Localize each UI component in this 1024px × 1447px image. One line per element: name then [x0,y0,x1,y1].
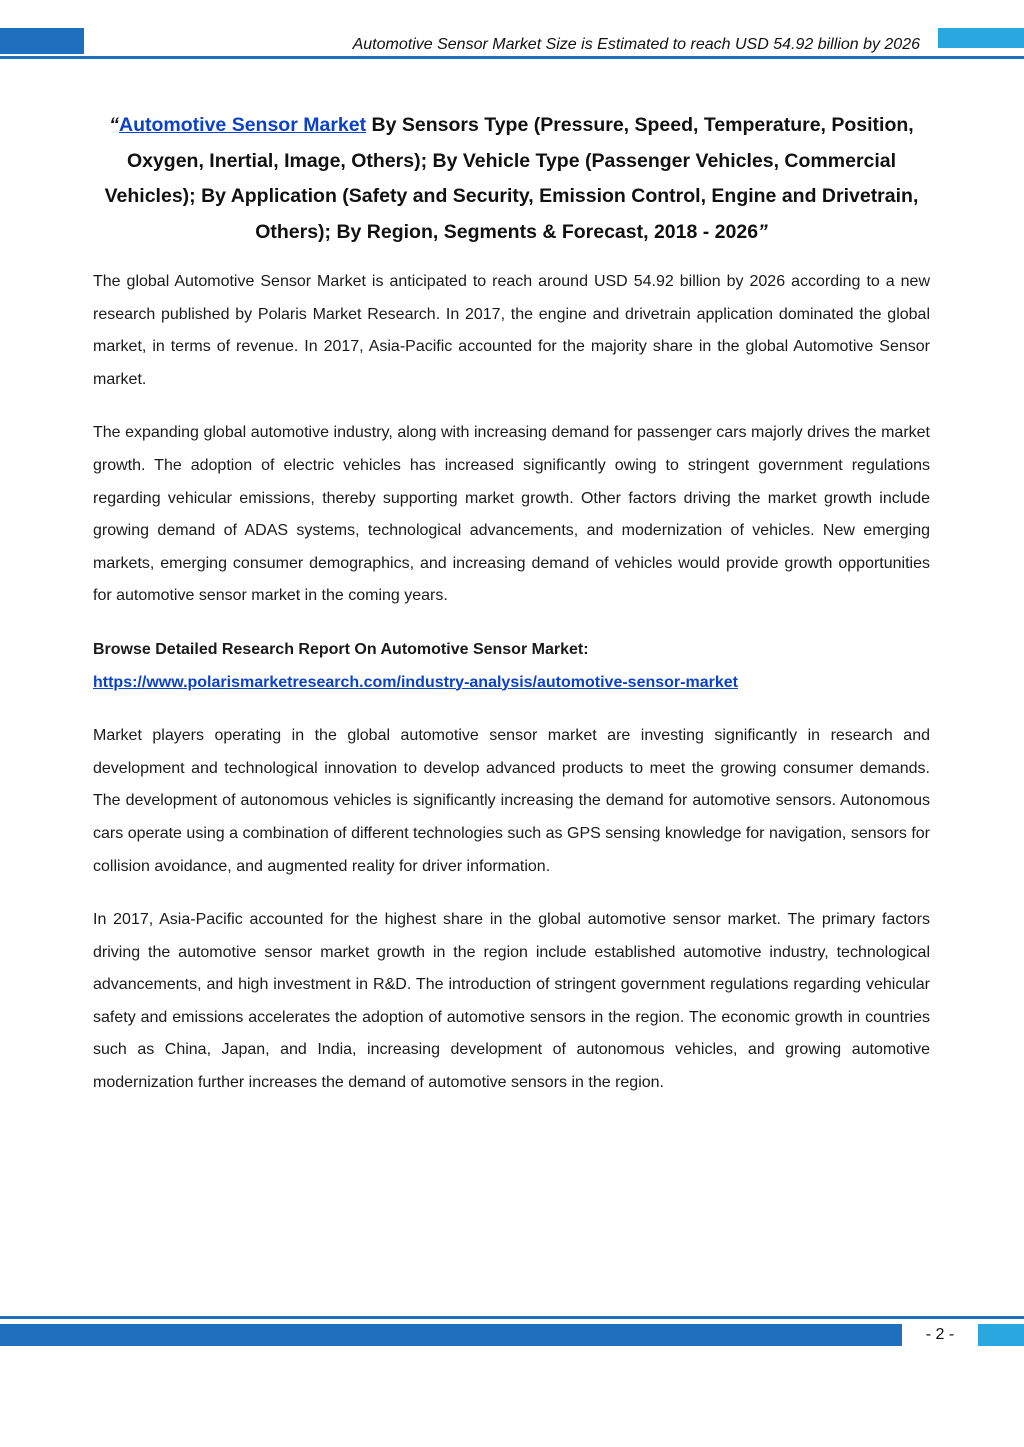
headline-market-link[interactable]: Automotive Sensor Market [119,114,367,136]
headline-close-quote: ” [758,220,768,243]
paragraph-drivers: The expanding global automotive industry, along with increasing demand for passenger cars majorly drives the market growth. The adoption of electric vehicles has increased significantly owing to stringent government regulations regarding vehicular emissions, thereby supporting market growth. Other factors driving the market growth include growing demand of ADAS systems, technological advancements, and modernization of vehicles. New emerging markets, emerging consumer demographics, and increasing demand of vehicles would provide growth opportunities for automotive sensor market in the coming years. [93,424,930,605]
headline-open-quote: “ [109,114,120,136]
paragraph-intro: The global Automotive Sensor Market is anticipated to reach around USD 54.92 billion by 2026 according to a new research published by Polaris Market Research. In 2017, the engine and drivetrain application dominated the global market, in terms of revenue. In 2017, Asia-Pacific accounted for the majority share in the global Automotive Sensor market. [93,273,930,388]
footer-accent-right [978,1324,1024,1346]
header-accent-right [938,28,1024,48]
footer-rule [0,1316,1024,1319]
report-url-link[interactable]: https://www.polarismarketresearch.com/industry-analysis/automotive-sensor-market [93,673,738,691]
page-number: - 2 - [925,1326,955,1343]
running-header-title: Automotive Sensor Market Size is Estimated to reach USD 54.92 billion by 2026 [352,36,920,53]
page-content [93,108,930,1121]
browse-report-block [93,634,930,699]
browse-report-label: Browse Detailed Research Report On Automotive Sensor Market: [93,640,589,658]
footer-accent-left [0,1324,902,1346]
header-rule [0,56,1024,59]
header-accent-left [0,28,84,54]
report-headline [93,108,930,250]
paragraph-market-players: Market players operating in the global automotive sensor market are investing significantly in research and development and technological innovation to develop advanced products to meet the growing consumer demands. The development of autonomous vehicles is significantly increasing the demand for automotive sensors. Autonomous cars operate using a combination of different technologies such as GPS sensing knowledge for navigation, sensors for collision avoidance, and augmented reality for driver information. [93,727,930,875]
headline-text: By Sensors Type (Pressure, Speed, Temperature, Position, Oxygen, Inertial, Image, Others); By Vehicle Type (Passenger Vehicles, Commercial Vehicles); By Application (Safety and Security, Emission Control, Engine and Drivetrain, Others); By Region, Segments & Forecast, 2018 - 2026 [104,114,919,243]
paragraph-asia-pacific: In 2017, Asia-Pacific accounted for the highest share in the global automotive sensor market. The primary factors driving the automotive sensor market growth in the region include established automotive industry, technological advancements, and high investment in R&D. The introduction of stringent government regulations regarding vehicular safety and emissions accelerates the adoption of automotive sensors in the region. The economic growth in countries such as China, Japan, and India, increasing development of autonomous vehicles, and growing automotive modernization further increases the demand of automotive sensors in the region. [93,911,930,1092]
